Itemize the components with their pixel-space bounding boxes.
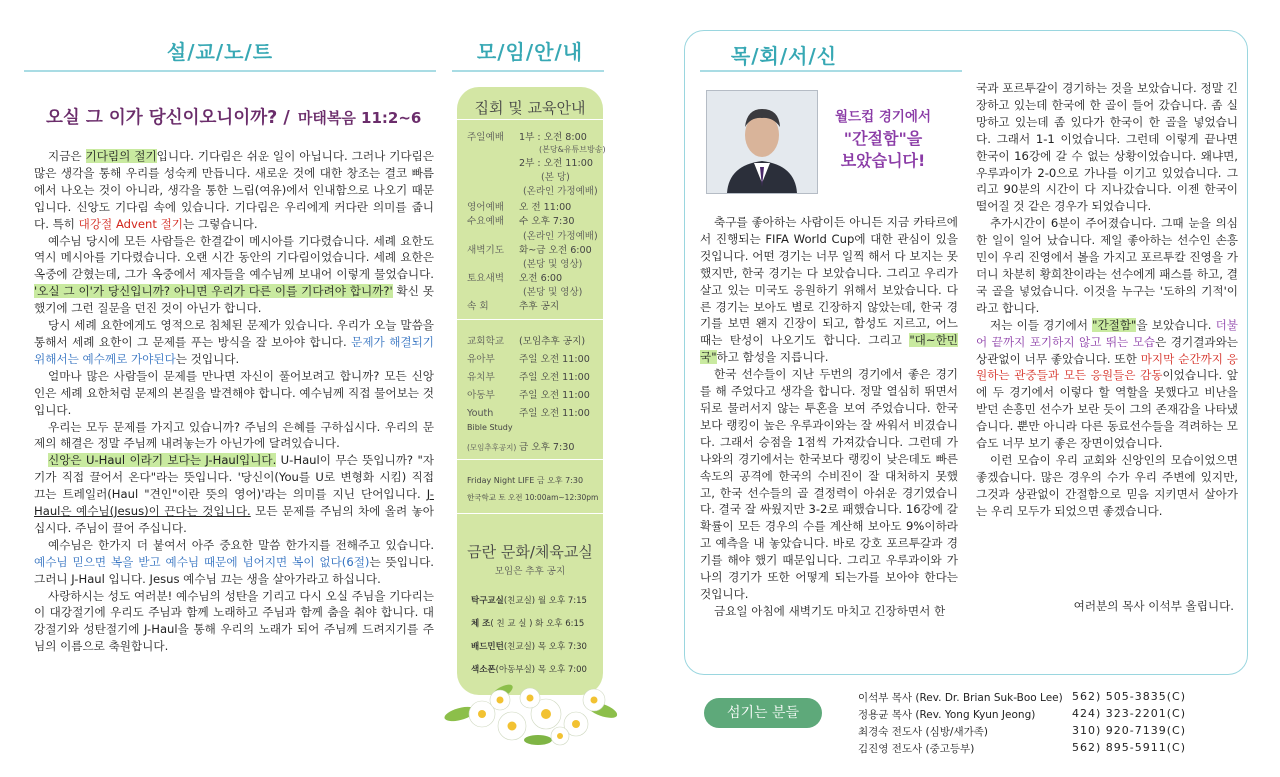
sermon-section-title: 설/교/노/트 [166,40,274,64]
red-emphasis: 마지막 순간까지 응원하는 관중들과 모든 응원들은 감동 [976,351,1239,383]
text-run: U-Haul이 무슨 뜻입니까? "자기가 직접 끌어서 온다"라는 뜻입니다. '당신이(You를 U로 변형화 시킴) 직접 끄는 트레일러(Haul "견인"이란 뜻의 영어)'라는 의미를 지닌 단어입니다. [34,453,435,502]
text-run: 입니다. 기다림은 쉬운 일이 아닙니다. 그러나 기다림은 많은 생각을 통해 우리를 성숙케 만듭니다. 새로운 것에 대한 창조는 결코 빠름에서 나오는 것이 아니라, 생각을 통한 느림(여유)에서 인내함으로 나오기 때문입니다. 신앙도 기다림 속에 있습니다. 기다림은 우리에게 커다란 의미를 줍니다. 특히 [34,149,434,231]
class-time: 화 오후 6:15 [535,619,585,629]
text-run: 당시 세례 요한에게도 영적으로 침체된 문제가 있습니다. 우리가 오늘 말씀을 통해서 세례 요한이 그 문제를 푸는 방식을 잘 보아야 합니다. [34,318,434,349]
schedule-value: 화~금 오전 6:00 [519,245,592,256]
text-run: 예수님은 한가지 더 붙여서 아주 중요한 말씀 한가지를 전해주고 있습니다. [48,537,434,552]
education-value: (모임추후 공지) [519,336,586,347]
letter-column-right [976,80,1238,520]
class-name: 색소폰 [471,665,496,675]
education-row [467,405,590,419]
staff-name: 김진영 전도사 (중고등부) [858,743,975,755]
class-place: (친교실) [503,596,536,606]
pastor-section-title: 목/회/서/신 [730,44,838,68]
sermon-paragraph [34,148,434,233]
letter-paragraph [700,214,958,366]
letter-paragraph: 이런 모습이 우리 교회와 신앙인의 모습이었으면 좋겠습니다. 많은 경우의 수가 우리 주변에 있지만, 그것과 상관없이 간절함으로 믿음 지키면서 살아가는 우리 모두가 되었으면 좋겠습니다. [976,452,1238,518]
sermon-paragraph [34,233,434,318]
pastor-title-rule [700,70,962,72]
education-row [467,387,590,401]
schedule-label: 속 회 [467,301,489,312]
divider [457,459,603,460]
schedule-row [467,298,559,312]
bible-study-time: 금 오후 7:30 [519,442,575,453]
schedule-value: 추후 공지 [519,301,560,312]
sermon-heading [46,104,446,129]
staff-phone: 562) 895-5911(C) [1072,741,1187,754]
schedule-note: (본당&유튜브방송) [539,145,606,154]
sermon-title-rule [24,70,436,72]
divider [457,119,603,120]
schedule-row [467,155,593,169]
purple-emphasis: 더불어 끝까지 포기하지 않고 뛰는 모습 [976,317,1238,349]
education-value: 주일 오전 11:00 [519,372,590,383]
highlight-run: 기다림의 절기 [85,149,157,163]
schedule-value: 수 오후 7:30 [519,216,575,227]
bible-study-note: (모임추후공지) [467,443,517,452]
sermon-paragraph: 사랑하시는 성도 여러분! 예수님의 성탄을 기리고 다시 오실 주님을 기다리는 이 대강절기에 우리도 주님과 함께 노래하고 주님과 함께 춤을 춰야 합니다. 대강절기와 성탄절기에 J-Haul을 통해 우리의 노래가 되어 주님께 드려지기를 주님의 이름으로 축원합니다. [34,588,434,654]
letter-paragraph: 추가시간이 6분이 주어졌습니다. 그때 눈을 의심한 일이 일어 났습니다. 제일 좋아하는 선수인 손흥민이 우리 진영에서 볼을 가지고 포르투칼 진영을 가더니 차분히 황희찬이라는 선수에게 패스를 하고, 결국 골을 넣었습니다. 이것을 누구는 '도하의 기적'이라고 합니다. [976,216,1238,315]
divider [457,319,603,320]
education-value: 주일 오전 11:00 [519,408,590,419]
letter-paragraph: 국과 포르투갈이 경기하는 것을 보았습니다. 정말 긴장하고 있는데 한국에 한 골이 들어 갔습니다. 좀 실망하고 있는데 좀 있다가 한국이 한 골을 넣었습니다. 그래서 1-1 이었습니다. 그런데 이렇게 끝나면 한국이 16강에 갈 수 없는 상황이었습니다. 왜냐면, 우루과이가 2-0으로 가나를 이기고 있었습니다. 그리고 90분의 시간이 다 지나갔습니다. 이젠 한국이 떨어질 것 같은 경우가 되었습니다. [976,81,1238,214]
caption-line: "간절함"을 [843,129,923,148]
staff-phone: 562) 505-3835(C) [1072,690,1187,703]
schedule-row [467,270,562,284]
schedule-row [467,242,592,256]
letter-signature: 여러분의 목사 이석부 올립니다. [1073,599,1234,613]
culture-heading: 금란 문화/체육교실 [467,543,593,561]
schedule-label: 새벽기도 [467,245,505,256]
bible-study-label: Bible Study [467,423,513,432]
person-portrait-icon [707,91,817,193]
highlight-run: "간절함" [1092,317,1137,332]
pastor-photo [706,90,818,194]
schedule-value: 오전 6:00 [519,273,563,284]
schedule-label: 토요새벽 [467,273,505,284]
education-label: 유치부 [467,372,495,383]
text-run: 는 것입니다. [175,351,240,366]
staff-name: 정용균 목사 (Rev. Yong Kyun Jeong) [858,709,1036,721]
staff-name: 이석부 목사 (Rev. Dr. Brian Suk-Boo Lee) [858,692,1063,704]
schedule-value: 2부 : 오전 11:00 [519,158,593,169]
class-name: 탁구교실 [471,596,504,606]
sermon-paragraph: 얼마나 많은 사람들이 문제를 만나면 자신이 풀어보려고 합니까? 모든 신앙인은 세례 요한처럼 문제의 본질을 발견해야 합니다. 예수님께 직접 물어보는 것입니다. [34,368,434,417]
caption-line: 월드컵 경기에서 [835,109,931,125]
education-value: 주일 오전 11:00 [519,390,590,401]
schedule-label: 주일예배 [467,132,505,143]
education-row [467,333,585,347]
caption-line: 보았습니다! [840,151,926,170]
class-place: (아동부실) [495,665,536,675]
class-row [471,594,587,606]
text-run: 는 뜻입니다. 그러니 J-Haul 입니다. Jesus 예수님 끄는 생을 살아가라고 하십니다. [34,554,434,586]
staff-name: 최경숙 전도사 (심방/새가족) [858,726,988,738]
culture-subheading: 모임은 추후 공지 [494,566,566,577]
education-label: 유아부 [467,354,495,365]
schedule-note: (온라인 가정예배) [523,186,598,197]
text-run: 는 그렇습니다. [183,216,258,231]
daisy-flowers-decoration [442,684,622,750]
schedule-note: (본당 및 영상) [523,287,583,298]
sermon-paragraph [34,317,434,368]
schedule-row [467,213,574,227]
text-run: 을 보았습니다. [1136,317,1216,332]
class-name: 체 조 [471,619,491,629]
class-time: 목 오후 7:30 [537,642,587,652]
schedule-value: 오 전 11:00 [519,202,572,213]
class-row [471,663,587,675]
education-row [467,351,590,365]
advent-emphasis: 대강절 Advent 절기 [78,216,183,231]
meeting-heading: 집회 및 교육안내 [474,99,586,117]
sermon-paragraph [34,452,434,537]
class-place: ( 친 교 실 ) [490,619,533,629]
class-place: (친교실) [503,642,536,652]
bible-study-row [467,439,574,453]
text-run: 확신 못했기에 그런 질문을 던진 것이 아닌가 합니다. [34,284,434,316]
staff-label-badge: 섬기는 분들 [704,698,822,728]
korean-school: 한국학교 토 오전 10:00am~12:30pm [467,493,599,502]
highlight-run: "대~한민국" [700,333,958,365]
class-time: 목 오후 7:00 [537,665,587,675]
education-label: 교회학교 [467,336,505,347]
education-label: 아동부 [467,390,495,401]
schedule-label: 수요예배 [467,216,505,227]
meeting-panel [457,87,606,695]
text-run: 축구를 좋아하는 사람이든 아니든 지금 카타르에서 진행되는 FIFA World Cup에 대한 관심이 있을 것입니다. 어떤 경기는 너무 일찍 해서 다 보지는 못했지만, 한국 경기는 다 보았습니다. 그리고 우리가 살고 있는 미국도 응원하기 위해서 보았습니다. 다른 경기는 보아도 별로 긴장하지 않았는데, 한국 경기를 보면 왠지 긴장이 되고, 함성도 지르고, 어느 때는 탄성이 나오기도 합니다. 그리고 [700,215,958,348]
sermon-paragraph: 우리는 모두 문제를 가지고 있습니까? 주님의 은혜를 구하십시다. 우리의 문제의 해결은 정말 주님께 내려놓는가 아닌가에 달려있습니다. [34,419,434,451]
meeting-title-rule [452,70,604,72]
sermon-slash: / [277,108,296,128]
divider [457,513,603,514]
letter-paragraph: 한국 선수들이 지난 두번의 경기에서 좋은 경기를 해 주었다고 생각을 합니다. 정말 열심히 뛰면서 뒤로 물러서지 않는 투혼을 보여 주었습니다. 한국보다 랭킹이 높은 우루과이와는 잘 싸워서 비겼습니다. 그래서 승점을 1점씩 가져갔습니다. 그런데 가나와의 경기에서는 한국보다 랭킹이 낮은데도 빠른 속도의 공격에 한국의 수비진이 잘 대처하지 못했고, 한국 선수들의 골 결정력이 아쉬운 경기였습니다. 결국 잘 싸웠지만 3-2로 패했습니다. 16강에 갈 확률이 모든 경우의 수를 계산해 보아도 9%이하라고 예측을 내 놓았습니다. 바로 강호 포르투갈과 경기를 해야 했기 때문입니다. 그리고 우루과이와 가나의 경기가 또한 어떻게 되는가를 보아야 한다는 것입니다. [700,367,958,601]
schedule-note: (온라인 가정예배) [523,231,598,242]
education-value: 주일 오전 11:00 [519,354,590,365]
letter-paragraph: 금요일 아침에 새벽기도 마치고 긴장하면서 한 [714,603,946,618]
text-run: 지금은 [48,149,86,163]
text-run: 이었습니다. 앞에 두 경기에서 이렇다 할 역할을 못했다고 비난을 받던 손흥민 선수가 보란 듯이 그의 존재감을 나타냈습니다. 뿐만 아니라 다른 동료선수들을 격려하는 모습도 너무 보기 좋은 장면이었습니다. [976,368,1238,451]
schedule-note: (본당 및 영상) [523,259,583,270]
text-run: 저는 이들 경기에서 [990,317,1093,332]
sermon-reference: 마태복음 11:2~6 [297,109,422,127]
schedule-value: 1부 : 오전 8:00 [519,132,587,143]
letter-caption [823,106,943,172]
sermon-title: 오실 그 이가 당신이오니이까? [46,108,278,128]
class-name: 배드민턴 [471,642,504,652]
text-run: 예수님 당시에 모든 사람들은 한결같이 메시아를 기다렸습니다. 세례 요한도 역시 메시아를 기다렸습니다. 오랜 시간 동안의 기다림이었습니다. 세례 요한은 옥중에 갇혔는데, 그가 옥중에서 제자들을 예수님께 보내어 이렇게 물었습니다. [34,233,434,282]
schedule-row [467,129,587,143]
text-run: 은 경기결과와는 상관없이 너무 좋았습니다. 또한 [976,334,1238,366]
highlight-run: 신앙은 U-Haul 이라기 보다는 J-Haul입니다. [48,453,277,468]
staff-phone: 424) 323-2201(C) [1072,707,1187,720]
class-row [471,617,584,629]
underline-run: J-Haul은 예수님(Jesus)이 끈다는 것입니다. [34,487,434,519]
schedule-row [467,199,571,213]
staff-phone: 310) 920-7139(C) [1072,724,1187,737]
blue-emphasis: 문제가 해결되기 위해서는 예수께로 가야된다 [34,334,434,366]
letter-paragraph [976,317,1238,452]
sermon-body [34,148,434,655]
schedule-note: (본 당) [541,172,570,183]
education-label: Youth [467,408,494,419]
blue-emphasis: 예수님 믿으면 복을 받고 예수님 때문에 넘어지면 복이 없다(6절) [34,554,370,569]
schedule-label: 영어예배 [467,202,505,213]
friday-night-life: Friday Night LIFE 금 오후 7:30 [467,476,584,485]
sermon-paragraph [34,537,434,588]
letter-column-left [700,214,958,620]
highlight-run: '오실 그 이'가 당신입니까? 아니면 우리가 다른 이를 기다려야 합니까?' [34,284,393,299]
meeting-section-title: 모/임/안/내 [476,40,584,64]
class-time: 월 오후 7:15 [537,596,587,606]
education-row [467,369,590,383]
text-run: 모든 문제를 주님의 차에 올려 놓아십시다. 주님이 끌어 주십니다. [34,504,434,535]
class-row [471,640,587,652]
text-run: 하고 함성을 지릅니다. [716,350,829,365]
